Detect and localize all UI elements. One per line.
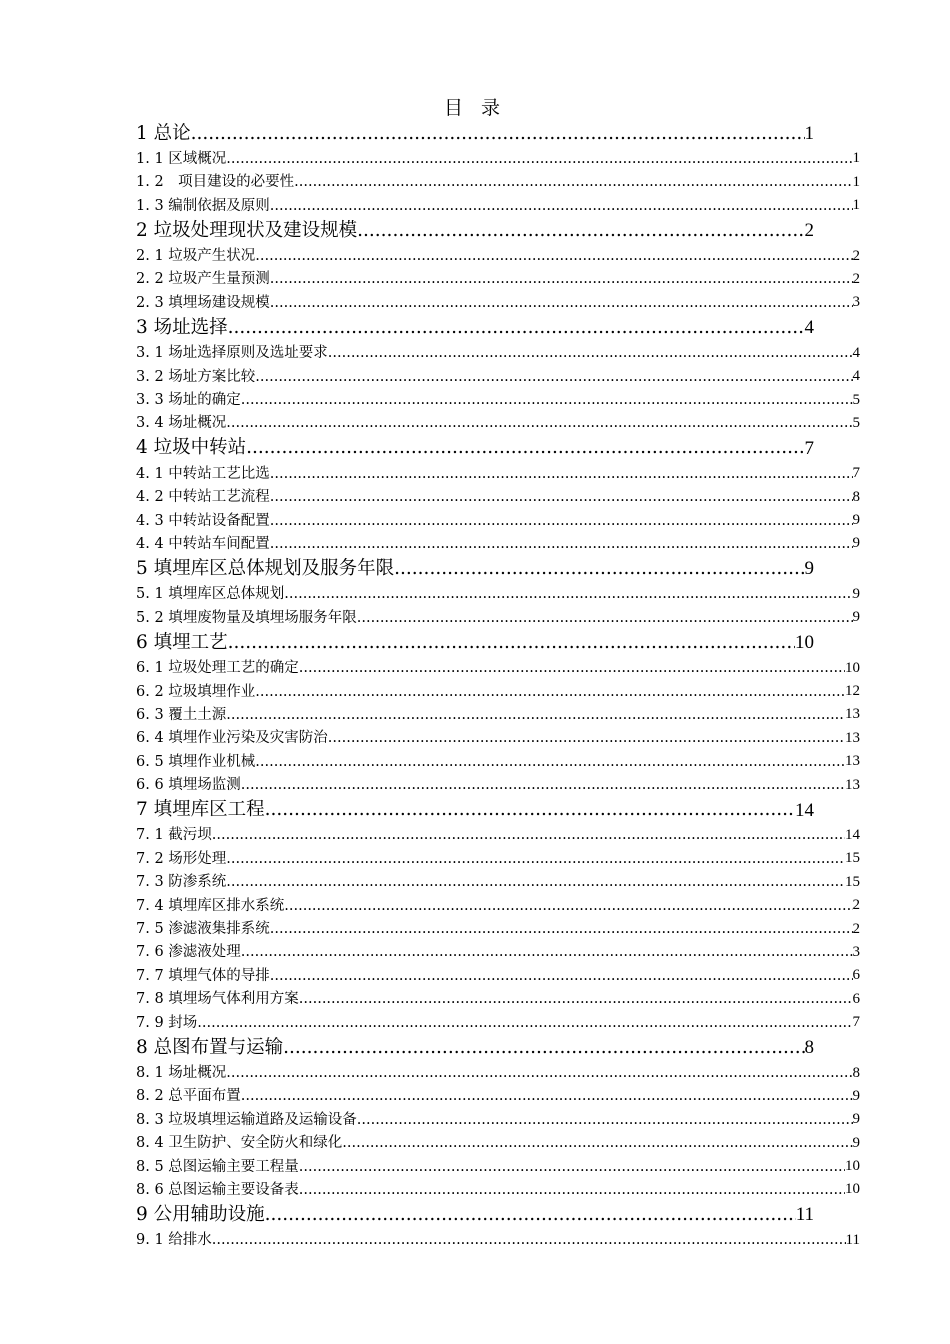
toc-section-entry[interactable]: [136, 822, 860, 845]
toc-page-number: 7: [852, 465, 860, 482]
toc-section-entry[interactable]: [136, 915, 860, 938]
toc-dot-leader: [357, 222, 804, 243]
toc-page-number: 1: [852, 173, 860, 190]
toc-page-number: 1: [852, 197, 860, 214]
toc-page-number: 9: [852, 585, 860, 602]
toc-dot-leader: [299, 661, 845, 678]
toc-entry-title: 7. 7 填埋气体的导排: [136, 967, 270, 984]
toc-entry-title: 9 公用辅助设施: [136, 1203, 265, 1225]
toc-entry-title: 6 填埋工艺: [136, 631, 228, 653]
toc-entry-title: 7. 8 填埋场气体利用方案: [136, 991, 299, 1008]
toc-page-number: 9: [804, 558, 814, 580]
toc-chapter-entry[interactable]: [136, 795, 814, 822]
toc-page-number: 9: [852, 1087, 860, 1104]
toc-entry-title: 4. 4 中转站车间配置: [136, 535, 270, 552]
toc-page-number: 4: [804, 317, 814, 339]
toc-entry-title: 1. 2 项目建设的必要性: [136, 174, 295, 191]
toc-dot-leader: [226, 416, 852, 433]
toc-page-number: 8: [852, 1064, 860, 1081]
toc-entry-title: 5. 2 填埋废物量及填埋场服务年限: [136, 609, 357, 626]
toc-dot-leader: [241, 945, 853, 962]
toc-section-entry[interactable]: [136, 410, 860, 433]
toc-page-number: 13: [845, 753, 860, 770]
toc-page-number: 10: [795, 632, 814, 654]
toc-section-entry[interactable]: [136, 1083, 860, 1106]
toc-page-number: 6: [852, 967, 860, 984]
toc-section-entry[interactable]: [136, 892, 860, 915]
toc-dot-leader: [226, 152, 852, 169]
toc-page-number: 9: [852, 1111, 860, 1128]
toc-entry-title: 1. 1 区域概况: [136, 150, 227, 167]
toc-dot-leader: [255, 685, 845, 702]
toc-page-number: 6: [852, 990, 860, 1007]
toc-section-entry[interactable]: [136, 168, 860, 191]
toc-chapter-entry[interactable]: [136, 1199, 814, 1226]
toc-section-entry[interactable]: [136, 530, 860, 553]
toc-section-entry[interactable]: [136, 1009, 860, 1032]
toc-dot-leader: [212, 828, 845, 845]
toc-page-number: 15: [845, 873, 860, 890]
toc-chapter-entry[interactable]: [136, 118, 814, 145]
toc-section-entry[interactable]: [136, 654, 860, 677]
toc-entry-title: 7. 4 填埋库区排水系统: [136, 897, 285, 914]
toc-page-number: 2: [852, 897, 860, 914]
toc-section-entry[interactable]: [136, 962, 860, 985]
toc-page-number: 9: [852, 1134, 860, 1151]
toc-page-number: 3: [852, 943, 860, 960]
toc-page-number: 15: [845, 850, 860, 867]
toc-dot-leader: [283, 1039, 804, 1060]
toc-dot-leader: [270, 467, 853, 484]
toc-dot-leader: [265, 1206, 796, 1227]
toc-section-entry[interactable]: [136, 1176, 860, 1199]
toc-entry-title: 2. 1 垃圾产生状况: [136, 248, 256, 265]
toc-dot-leader: [270, 296, 853, 313]
toc-dot-leader: [284, 899, 852, 916]
toc-page-number: 7: [804, 437, 814, 459]
toc-dot-leader: [265, 801, 795, 822]
toc-dot-leader: [246, 439, 804, 460]
toc-page-number: 10: [845, 1181, 860, 1198]
toc-section-entry[interactable]: [136, 701, 860, 724]
toc-entry-title: 2 垃圾处理现状及建设规模: [136, 219, 358, 241]
toc-entry-title: 4. 2 中转站工艺流程: [136, 489, 270, 506]
toc-entry-title: 6. 6 填埋场监测: [136, 777, 241, 794]
toc-chapter-entry[interactable]: [136, 627, 814, 654]
toc-entry-title: 5 填埋库区总体规划及服务年限: [136, 557, 395, 579]
toc-entry-title: 3 场址选择: [136, 316, 228, 338]
toc-section-entry[interactable]: [136, 507, 860, 530]
toc-dot-leader: [270, 969, 853, 986]
toc-page-number: 13: [845, 729, 860, 746]
toc-dot-leader: [394, 560, 804, 581]
toc-entry-title: 7. 3 防渗系统: [136, 874, 227, 891]
toc-dot-leader: [270, 537, 853, 554]
toc-page-number: 9: [852, 512, 860, 529]
toc-entry-title: 9. 1 给排水: [136, 1232, 212, 1249]
toc-dot-leader: [299, 1160, 845, 1177]
toc-page-number: 1: [852, 150, 860, 167]
toc-section-entry[interactable]: [136, 339, 860, 362]
toc-entry-title: 1 总论: [136, 122, 191, 144]
toc-section-entry[interactable]: [136, 604, 860, 627]
toc-entry-title: 6. 3 覆土土源: [136, 706, 227, 723]
toc-section-entry[interactable]: [136, 460, 860, 483]
toc-entry-title: 4. 3 中转站设备配置: [136, 512, 270, 529]
toc-entry-title: 7. 5 渗滤液集排系统: [136, 921, 270, 938]
toc-entry-title: 8. 2 总平面布置: [136, 1088, 241, 1105]
toc-section-entry[interactable]: [136, 386, 860, 409]
toc-section-entry[interactable]: [136, 145, 860, 168]
toc-entry-title: 7. 1 截污坝: [136, 827, 212, 844]
toc-dot-leader: [299, 1183, 845, 1200]
toc-page-number: 3: [852, 294, 860, 311]
toc-page-number: 13: [845, 776, 860, 793]
toc-page-number: 5: [852, 414, 860, 431]
toc-dot-leader: [284, 587, 852, 604]
toc-page-number: 10: [845, 1158, 860, 1175]
toc-dot-leader: [255, 249, 852, 266]
toc-page-number: 2: [804, 220, 814, 242]
toc-dot-leader: [270, 199, 853, 216]
toc-entry-title: 7. 6 渗滤液处理: [136, 944, 241, 961]
toc-entry-title: 4. 1 中转站工艺比选: [136, 465, 270, 482]
toc-dot-leader: [226, 875, 845, 892]
toc-page-number: 5: [852, 391, 860, 408]
toc-entry-title: 4 垃圾中转站: [136, 437, 247, 459]
toc-page-number: 7: [852, 1014, 860, 1031]
toc-dot-leader: [241, 778, 845, 795]
toc-section-entry[interactable]: [136, 985, 860, 1008]
toc-section-entry[interactable]: [136, 1106, 860, 1129]
toc-dot-leader: [357, 1113, 853, 1130]
toc-entry-title: 7 填埋库区工程: [136, 799, 265, 821]
toc-page-number: 8: [804, 1037, 814, 1059]
toc-page-number: 9: [852, 609, 860, 626]
toc-dot-leader: [270, 922, 853, 939]
toc-chapter-entry[interactable]: [136, 312, 814, 339]
toc-section-entry[interactable]: [136, 1059, 860, 1082]
toc-entry-title: 8. 5 总图运输主要工程量: [136, 1158, 299, 1175]
toc-dot-leader: [228, 319, 805, 340]
toc-entry-title: 8. 6 总图运输主要设备表: [136, 1181, 299, 1198]
toc-section-entry[interactable]: [136, 363, 860, 386]
toc-dot-leader: [255, 755, 845, 772]
toc-section-entry[interactable]: [136, 242, 860, 265]
toc-entry-title: 3. 4 场址概况: [136, 415, 227, 432]
toc-dot-leader: [299, 992, 853, 1009]
toc-entry-title: 5. 1 填埋库区总体规划: [136, 586, 285, 603]
toc-page-number: 9: [852, 535, 860, 552]
toc-section-entry[interactable]: [136, 483, 860, 506]
toc-entry-title: 2. 2 垃圾产生量预测: [136, 271, 270, 288]
toc-section-entry[interactable]: [136, 580, 860, 603]
toc-dot-leader: [191, 125, 805, 146]
toc-page-number: 12: [845, 683, 860, 700]
toc-entry-title: 6. 1 垃圾处理工艺的确定: [136, 660, 299, 677]
toc-dot-leader: [241, 393, 853, 410]
toc-entry-title: 6. 5 填埋作业机械: [136, 753, 256, 770]
toc-page-number: 1: [804, 123, 814, 144]
toc-section-entry[interactable]: [136, 939, 860, 962]
toc-dot-leader: [228, 634, 795, 655]
toc-chapter-entry[interactable]: [136, 433, 814, 460]
toc-dot-leader: [328, 346, 853, 363]
toc-dot-leader: [294, 175, 852, 192]
toc-dot-leader: [342, 1136, 852, 1153]
toc-entry-title: 2. 3 填埋场建设规模: [136, 294, 270, 311]
toc-page-number: 4: [852, 368, 860, 385]
toc-entry-title: 8 总图布置与运输: [136, 1036, 284, 1058]
toc-dot-leader: [197, 1016, 852, 1033]
toc-entry-title: 7. 9 封场: [136, 1014, 198, 1031]
toc-dot-leader: [226, 852, 845, 869]
toc-page-number: 14: [795, 799, 814, 821]
toc-section-entry[interactable]: [136, 678, 860, 701]
toc-page-number: 4: [852, 344, 860, 361]
table-of-contents: [136, 118, 860, 1250]
toc-section-entry[interactable]: [136, 1129, 860, 1152]
toc-entry-title: 3. 3 场址的确定: [136, 392, 241, 409]
toc-dot-leader: [212, 1233, 846, 1250]
toc-section-entry[interactable]: [136, 748, 860, 771]
toc-dot-leader: [226, 1066, 852, 1083]
toc-entry-title: 3. 2 场址方案比较: [136, 368, 256, 385]
toc-title: 目 录: [443, 97, 507, 119]
toc-chapter-entry[interactable]: [136, 553, 814, 580]
toc-dot-leader: [270, 490, 853, 507]
toc-page-number: 13: [845, 706, 860, 723]
toc-section-entry[interactable]: [136, 266, 860, 289]
toc-page-number: 11: [845, 1231, 860, 1248]
toc-section-entry[interactable]: [136, 289, 860, 312]
toc-section-entry[interactable]: [136, 771, 860, 794]
toc-page-number: 8: [852, 488, 860, 505]
toc-page-number: 11: [795, 1204, 814, 1226]
toc-page-number: 2: [852, 920, 860, 937]
toc-dot-leader: [270, 514, 853, 531]
toc-page-number: 14: [845, 826, 860, 843]
toc-section-entry[interactable]: [136, 1153, 860, 1176]
toc-entry-title: 8. 3 垃圾填埋运输道路及运输设备: [136, 1111, 357, 1128]
toc-entry-title: 8. 1 场址概况: [136, 1065, 227, 1081]
toc-page-number: 10: [845, 659, 860, 676]
toc-section-entry[interactable]: [136, 192, 860, 215]
toc-section-entry[interactable]: [136, 845, 860, 868]
toc-section-entry[interactable]: [136, 724, 860, 747]
toc-entry-title: 1. 3 编制依据及原则: [136, 197, 270, 214]
toc-dot-leader: [226, 708, 845, 725]
toc-entry-title: 3. 1 场址选择原则及选址要求: [136, 345, 328, 362]
toc-section-entry[interactable]: [136, 1226, 860, 1249]
toc-entry-title: 6. 4 填埋作业污染及灾害防治: [136, 730, 328, 747]
toc-entry-title: 8. 4 卫生防护、安全防火和绿化: [136, 1135, 343, 1152]
toc-dot-leader: [357, 611, 853, 628]
toc-dot-leader: [241, 1089, 853, 1106]
toc-dot-leader: [328, 731, 845, 748]
toc-page-number: 2: [852, 247, 860, 264]
toc-chapter-entry[interactable]: [136, 215, 814, 242]
toc-entry-title: 7. 2 场形处理: [136, 850, 227, 867]
toc-dot-leader: [255, 370, 852, 387]
toc-chapter-entry[interactable]: [136, 1032, 814, 1059]
toc-dot-leader: [270, 272, 853, 289]
toc-page-number: 2: [852, 270, 860, 287]
toc-entry-title: 6. 2 垃圾填埋作业: [136, 683, 256, 700]
toc-section-entry[interactable]: [136, 868, 860, 891]
